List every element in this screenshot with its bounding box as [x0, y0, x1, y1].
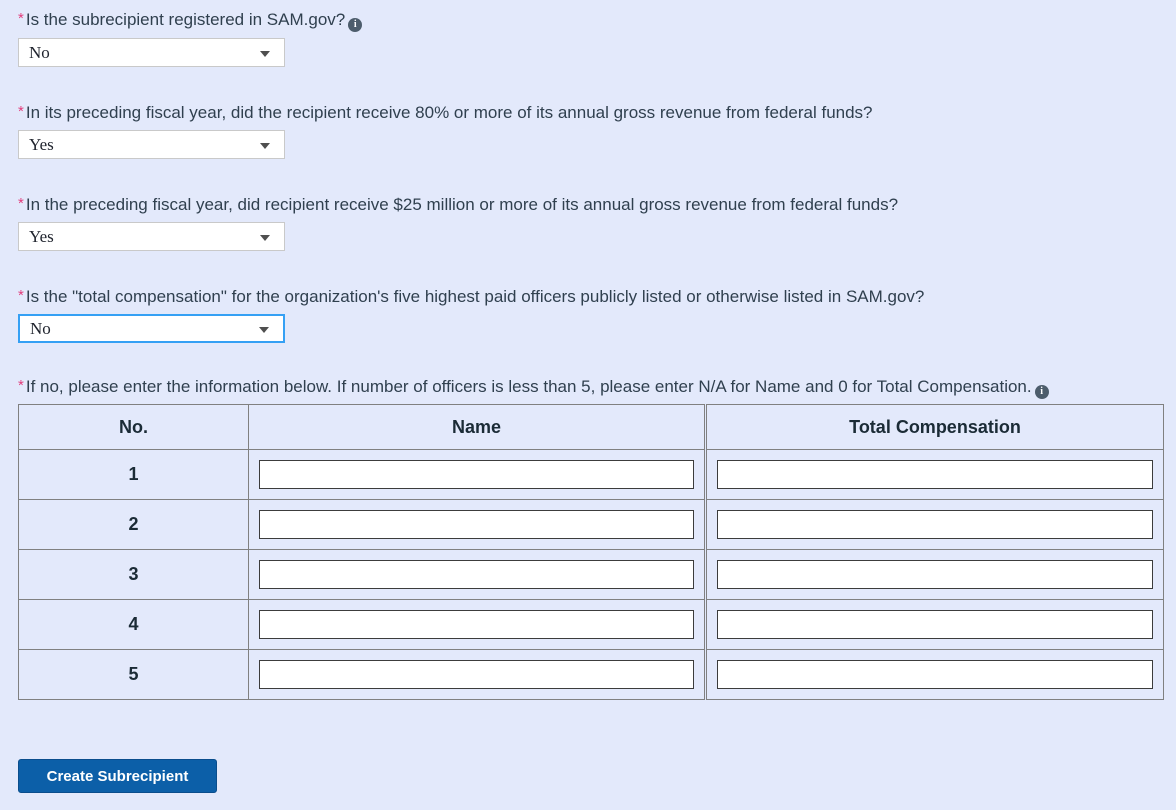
chevron-down-icon: [260, 235, 270, 241]
officer-number: 2: [19, 500, 249, 550]
column-header-total-compensation: Total Compensation: [706, 405, 1164, 450]
question-total-compensation-listed: [18, 287, 1163, 343]
officer-name-cell: [249, 450, 706, 500]
officer-5-total-compensation-input[interactable]: [717, 660, 1153, 689]
chevron-down-icon: [260, 143, 270, 149]
question-total-compensation-listed-label: [18, 287, 1163, 308]
officer-compensation-cell: [706, 600, 1164, 650]
officers-table: [18, 404, 1164, 700]
officer-4-total-compensation-input[interactable]: [717, 610, 1153, 639]
officer-1-name-input[interactable]: [259, 460, 694, 489]
question-25-million-revenue-label: [18, 195, 1163, 216]
officer-compensation-cell: [706, 550, 1164, 600]
question-80-percent-revenue: [18, 103, 1163, 159]
officer-1-total-compensation-input[interactable]: [717, 460, 1153, 489]
officer-number: 4: [19, 600, 249, 650]
column-header-no: No.: [19, 405, 249, 450]
table-row: [19, 450, 1164, 500]
table-row: [19, 600, 1164, 650]
table-row: [19, 500, 1164, 550]
chevron-down-icon: [259, 327, 269, 333]
officers-instruction-label: [18, 377, 1163, 399]
revenue-80-percent-dropdown[interactable]: [18, 130, 285, 159]
question-label-text: In its preceding fiscal year, did the recipient receive 80% or more of its annual gross revenue from federal funds?: [25, 103, 873, 122]
officer-number: 1: [19, 450, 249, 500]
sam-registered-dropdown[interactable]: [18, 38, 285, 67]
officer-name-cell: [249, 600, 706, 650]
officer-name-cell: [249, 500, 706, 550]
officer-number: 5: [19, 650, 249, 700]
required-asterisk: *: [18, 287, 24, 304]
question-label-text: Is the "total compensation" for the organization's five highest paid officers publicly listed or otherwise listed in SAM.gov?: [25, 287, 925, 306]
revenue-25-million-dropdown[interactable]: [18, 222, 285, 251]
info-icon-glyph: i: [353, 19, 357, 30]
required-asterisk: *: [18, 195, 24, 212]
required-asterisk: *: [18, 377, 24, 394]
officer-2-name-input[interactable]: [259, 510, 694, 539]
officer-3-name-input[interactable]: [259, 560, 694, 589]
required-asterisk: *: [18, 10, 24, 27]
officer-compensation-cell: [706, 650, 1164, 700]
officer-name-cell: [249, 650, 706, 700]
info-icon[interactable]: [348, 18, 362, 32]
officer-name-cell: [249, 550, 706, 600]
question-sam-registered-label: [18, 10, 1163, 32]
officer-4-name-input[interactable]: [259, 610, 694, 639]
info-icon-glyph: i: [1040, 386, 1043, 397]
question-25-million-revenue: [18, 195, 1163, 251]
dropdown-selected-value: Yes: [29, 134, 54, 154]
officers-instruction-text: If no, please enter the information below. If number of officers is less than 5, please enter N/A for Name and 0 for Total Compensation.: [25, 377, 1032, 396]
total-compensation-listed-dropdown[interactable]: [18, 314, 285, 343]
question-label-text: In the preceding fiscal year, did recipient receive $25 million or more of its annual gross revenue from federal funds?: [25, 195, 899, 214]
dropdown-selected-value: No: [29, 42, 50, 62]
create-subrecipient-button[interactable]: Create Subrecipient: [18, 759, 217, 793]
table-header-row: [19, 405, 1164, 450]
officer-compensation-cell: [706, 450, 1164, 500]
question-label-text: Is the subrecipient registered in SAM.gov?: [25, 10, 346, 29]
officer-number: 3: [19, 550, 249, 600]
officer-2-total-compensation-input[interactable]: [717, 510, 1153, 539]
table-row: [19, 650, 1164, 700]
required-asterisk: *: [18, 103, 24, 120]
officer-3-total-compensation-input[interactable]: [717, 560, 1153, 589]
dropdown-selected-value: No: [30, 318, 51, 338]
officer-5-name-input[interactable]: [259, 660, 694, 689]
chevron-down-icon: [260, 51, 270, 57]
column-header-name: Name: [249, 405, 706, 450]
officer-compensation-cell: [706, 500, 1164, 550]
question-80-percent-revenue-label: [18, 103, 1163, 124]
info-icon[interactable]: [1035, 385, 1049, 399]
dropdown-selected-value: Yes: [29, 226, 54, 246]
question-sam-registered: [18, 10, 1163, 67]
table-row: [19, 550, 1164, 600]
